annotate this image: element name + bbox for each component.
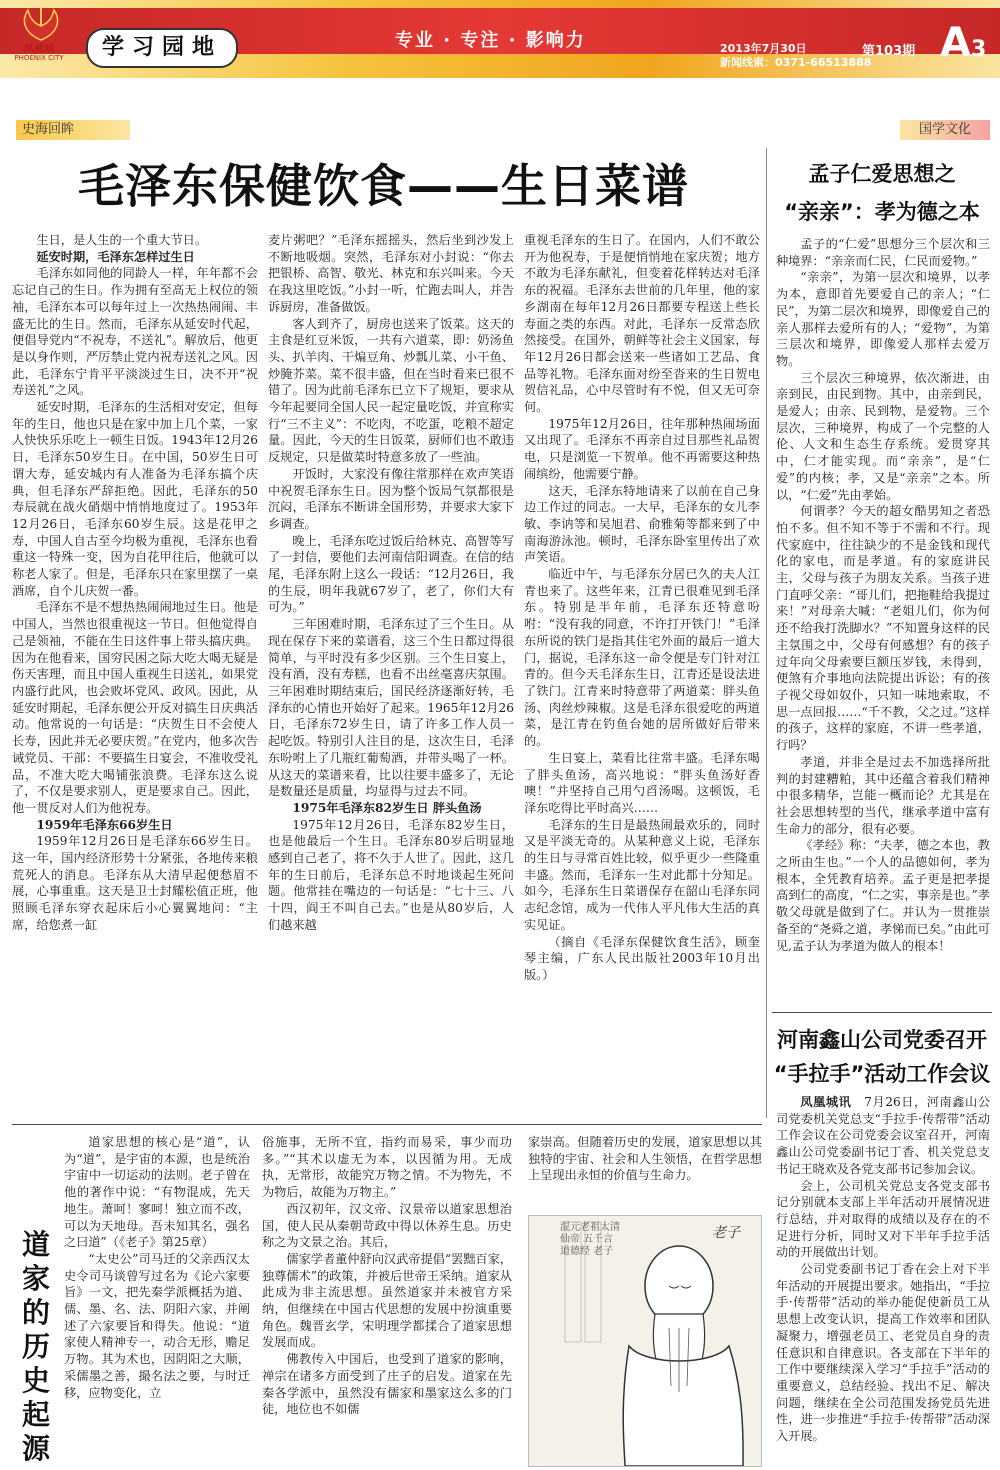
paragraph: “太史公”司马迁的父亲西汉太史令司马谈曾写过名为《论六家要旨》一文，把先秦学派概括为道、儒、墨、名、法、阴阳六家，并阐述了六家要旨和得失。他说：“道家使人精神专一，动合无形，赡足万物。其为术也，因阴阳之大顺，采儒墨之善，撮名法之要，与时迁移，应物变化，立	[64, 1251, 250, 1400]
subheading: 1959年毛泽东66岁生日	[36, 817, 173, 832]
main-article-column-2	[268, 232, 514, 934]
laozi-inscription: 混元老祖太清仙帝 五千言道德经 老子	[560, 1222, 620, 1257]
paragraph: 1975年12月26日，往年那种热闹场面又出现了。毛泽东不再亲自过目那些礼品贺电，只是浏览一下贺单。他不再需要这种热闹缤纷，他需要宁静。	[524, 416, 760, 481]
paragraph: 延安时期，毛泽东的生活相对安定，但每年的生日，他也只是在家中加上几个菜，一家人快快乐乐吃上一顿生日饭。1943年12月26日，毛泽东50岁生日。在中国，50岁生日可谓大寿，延安城内有人准备为毛泽东搞个庆典，但毛泽东严辞拒绝。因此，毛泽东的50寿辰就在战火硝烟中悄悄地度过了。1953年12月26日，毛泽东60岁生辰。这是花甲之寿，中国人自古至今均极为重视，毛泽东也看重这一特殊一变，因为自花甲往后，他就可以称老人家了。但是，毛泽东只在家里摆了一桌酒席，自个儿庆贺一番。	[12, 400, 258, 598]
logo-subtitle: PHOENIX CITY	[14, 54, 64, 62]
paragraph: 佛教传入中国后，也受到了道家的影响，禅宗在诸多方面受到了庄子的启发。道家在先秦各学派中，虽然没有儒家和墨家这么多的门徒，地位也不如儒	[262, 1352, 512, 1417]
main-article-column-1	[12, 232, 258, 934]
page-number	[940, 20, 986, 66]
paragraph: 重视毛泽东的生日了。在国内，人们不敢公开为他祝寿，于是便悄悄地在家庆贺；地方不敢为毛泽东献礼，但变着花样转达对毛泽东的祝福。毛泽东去世前的几年里，他的家乡湖南在每年12月26日都要专程送上些长寿面之类的东西。对此，毛泽东一反常态欣然接受。在国外，朝鲜等社会主义国家，每年12月26日都会送来一些诸如工艺品、食品等礼物。毛泽东面对纷至沓来的生日贺电贺信礼品，心中尽管时有不悦，但又无可奈何。	[524, 233, 760, 415]
paragraph: 三年困难时期，毛泽东过了三个生日。从现在保存下来的菜谱看，这三个生日都过得很简单，与平时没有多少区别。三个生日宴上，没有酒，没有寿糕，也看不出丝毫喜庆氛围。三年困难时期结束后，国民经济逐渐好转，毛泽东的心情也开始好了起来。1965年12月26日，毛泽东72岁生日，请了许多工作人员一起吃饭。特别引人注目的是，这次生日，毛泽东吩咐上了几瓶红葡萄酒，并带头喝了一杯。从这天的菜谱来看，比以往要丰盛多了，无论是数量还是质量，均显得与过去不同。	[268, 617, 514, 799]
column-tag-history: 史海回眸	[16, 120, 130, 140]
paragraph: 儒家学者董仲舒向汉武帝提倡“罢黜百家，独尊儒术”的政策，并被后世帝王采纳。道家从此成为非主流思想。虽然道家并未被官方采纳，但继续在中国古代思想的发展中扮演重要角色。魏晋玄学，宋明理学都揉合了道家思想发展而成。	[262, 1251, 512, 1350]
issue-number: 第103期	[862, 44, 916, 59]
daoism-column-3	[528, 1134, 762, 1184]
column-tag-culture: 国学文化	[900, 120, 990, 140]
firm-news-title-2: “手拉手”活动工作会议	[773, 1062, 991, 1086]
paragraph: 1959年12月26日是毛泽东66岁生日。这一年，国内经济形势十分紧张，各地传来粮荒死人的消息。毛泽东从大清早起便愁眉不展，心事重重。这天是卫士封耀松值正班，他照顾毛泽东穿衣起床后小心翼翼地问：“主席，给您煮一缸	[12, 834, 258, 932]
firm-news-body	[776, 1094, 990, 1445]
paragraph: （摘自《毛泽东保健饮食生活》，顾奎琴主编，广东人民出版社2003年10月出版。）	[524, 934, 760, 982]
paragraph: 毛泽东不是不想热热闹闹地过生日。他是中国人，当然也很重视这一节日。但他觉得自己是领袖，不能在生日这件事上带头搞庆典。因为在他看来，国穷民困之际大吃大喝无疑是伤天害理，而且中国人重视生日送礼，如果党内盛行此风，也会败坏党风、政风。因此，从延安时期起，毛泽东便公开反对搞生日庆典活动。他常说的一句话是：“庆贺生日不会使人长寿，因此并无必要庆贺。”在党内，他多次告诫党员、干部：不要搞生日宴会，不准收受礼品，不准大吃大喝铺张浪费。毛泽东这么说了，不仅是要求别人，更是要求自己。因此，他一贯反对人们为他祝寿。	[12, 600, 258, 815]
paragraph: “亲亲”，为第一层次和境界，以孝为本，意即首先要爱自己的亲人；“仁民”，为第二层次和境界，即像爱自己的亲人那样去爱所有的人；“爱物”，为第三层次和境界，即像爱人那样去爱万物。	[776, 270, 990, 368]
mencius-title-1: 孟子仁爱思想之	[808, 162, 956, 186]
daoism-title: 道 家 的 历 史 起 源	[21, 1228, 50, 1465]
paragraph: 晚上，毛泽东吃过饭后给林克、高智等写了一封信，要他们去河南信阳调查。在信的结尾，毛泽东附上这么一段话：“12月26日，我的生辰，明年我就67岁了，老了，你们大有可为。”	[268, 533, 514, 615]
bottom-section-divider	[12, 1124, 762, 1125]
paragraph: 临近中午，与毛泽东分居已久的夫人江青也来了。这些年来，江青已很难见到毛泽东。特别是半年前，毛泽东还特意吩咐：“没有我的同意，不许打开铁门！”毛泽东所说的铁门是指其住宅外面的最后一道大门，据说，毛泽东这一命令便是专门针对江青的。但今天毛泽东生日，江青还是设法进了铁门。江青来时特意带了两道菜：胖头鱼汤、肉丝炒辣椒。这是毛泽东很爱吃的两道菜，是江青在钓鱼台她的居所做好后带来的。	[524, 567, 760, 749]
paragraph: 这天，毛泽东特地请来了以前在自己身边工作过的同志。一大早，毛泽东的女儿李敏、李讷等和吴旭君、俞雅菊等都来到了中南海游泳池。顿时，毛泽东卧室里传出了欢声笑语。	[524, 483, 760, 565]
paragraph: 1975年12月26日，毛泽东82岁生日，也是他最后一个生日。毛泽东80岁后明显地感到自己老了，将不久于人世了。因此，这几年的生日前后，毛泽东总不时地谈起生死问题。他常挂在嘴边的一句话是：“七十三、八十四，阎王不叫自己去。”也是从80岁后，人们越来越	[268, 817, 514, 932]
paragraph-text: 7月26日，河南鑫山公司党委机关党总支“手拉手·传帮带”活动工作会议在公司党委会议室召开，河南鑫山公司党委副书记丁香、机关党总支书记王晓欢及各党支部书记参加会议。	[776, 1095, 991, 1176]
paragraph: 《孝经》称：“夫孝，德之本也，教之所由生也。”一个人的品德如何，孝为根本，全凭教育培养。孟子更是把孝提高到仁的高度，“仁之实，事亲是也。”孝敬父母就是做到了仁。并认为一贯推崇备至的“尧舜之道，孝悌而已矣。”由此可见,孟子认为孝道为做人的根本！	[776, 838, 990, 953]
paragraph: 家崇高。但随着历史的发展，道家思想以其独特的宇宙、社会和人生领悟，在哲学思想上呈现出永恒的价值与生命力。	[528, 1135, 762, 1183]
logo-text: 凤凰城	[24, 44, 54, 55]
column-divider	[766, 148, 767, 1118]
page-letter: A	[940, 20, 971, 66]
daoism-column-1	[64, 1134, 250, 1401]
section-divider	[772, 1012, 992, 1013]
slogan: 专业 · 专注 · 影响力	[395, 30, 586, 51]
paragraph: 开饭时，大家没有像往常那样在欢声笑语中祝贺毛泽东生日。因为整个饭局气氛都很是沉闷，毛泽东不断讲全国形势，并要求大家下乡调查。	[268, 466, 514, 531]
paragraph: 西汉初年，汉文帝、汉景帝以道家思想治国，使人民从秦朝苛政中得以休养生息。历史称之为文景之治。其后，	[262, 1201, 512, 1250]
paragraph: 俗施事，无所不宜，指约而易采，事少而功多。”“其术以虚无为本，以因循为用。无成执，无常形，故能究万物之情。不为物先，不为物后，故能为万物主。”	[262, 1135, 512, 1200]
paragraph: 毛泽东的生日是最热闹最欢乐的，同时又是平淡无奇的。从某种意义上说，毛泽东的生日与寻常百姓比较，似乎更少一些隆重丰盛。然而，毛泽东一生对此都十分知足。如今，毛泽东生日菜谱保存在韶山毛泽东同志纪念馆，成为一代伟人平凡伟大生活的真实见证。	[524, 817, 760, 932]
paragraph: 会上，公司机关党总支各党支部书记分别就本支部上半年活动开展情况进行总结，并对取得的成绩以及存在的不足进行分析，同时又对下半年手拉手活动的开展做出计划。	[776, 1178, 990, 1260]
paragraph: 三个层次三种境界，依次渐进，由亲到民，由民到物。其中，由亲到民，是爱人；由亲、民到物，是爱物。三个层次，三种境界，构成了一个完整的人伦、人文和生态生存系统。爱贯穿其中，仁才能实现。而“亲亲”，是“仁爱”的内核；孝，又是“亲亲”之本。所以，“仁爱”先由孝始。	[776, 370, 990, 502]
section-title: 学习园地	[86, 28, 238, 68]
paragraph: 客人到齐了，厨房也送来了饭菜。这天的主食是红豆米饭，一共有六道菜，即：奶汤鱼头、扒羊肉、干煸豆角、炒瓢儿菜、小干鱼、炒腌芥菜。菜不很丰盛，但在当时看来已很不错了。因为此前毛泽东已立下了规矩，要求从今年起要同全国人民一起定量吃饭，并宣称实行“三不主义”：不吃肉，不吃蛋，吃粮不超定量。因此，今天的生日饭菜，厨师们也不敢违反规定，只是做菜时特意多放了一些油。	[268, 316, 514, 465]
paragraph: 生日，是人生的一个重大节日。	[36, 233, 208, 247]
laozi-caption: 老子	[712, 1225, 740, 1241]
subheading: 延安时期，毛泽东怎样过生日	[36, 249, 195, 264]
firm-news-title-1: 河南鑫山公司党委召开	[777, 1028, 987, 1052]
paragraph: 孟子的“仁爱”思想分三个层次和三种境界：“亲亲而仁民，仁民而爱物。”	[776, 237, 990, 268]
main-article-title: 毛泽东保健饮食——生日菜谱	[78, 159, 689, 213]
paragraph: 生日宴上，菜看比往常丰盛。毛泽东喝了胖头鱼汤，高兴地说：“胖头鱼汤好香噢！”并坚持自己用勺舀汤喝。这顿饭，毛泽东吃得比平时高兴……	[524, 750, 760, 815]
paragraph: 道家思想的核心是“道”，认为“道”，是宇宙的本源，也是统治宇宙中一切运动的法则。老子曾在他的著作中说：“有物混成，先天地生。萧呵！寥呵！独立而不改，可以为天地母。吾未知其名，强名之曰道”（《老子》第25章）	[64, 1135, 250, 1250]
daoism-column-2	[262, 1134, 512, 1418]
issue-date: 2013年7月30日	[720, 42, 807, 55]
page-digit: 3	[970, 37, 987, 62]
subheading: 1975年毛泽东82岁生日 胖头鱼汤	[292, 800, 482, 815]
paragraph: 公司党委副书记丁香在会上对下半年活动的开展提出要求。她指出，“手拉手·传帮带”活动的举办能促使新员工从思想上改变认识，提高工作效率和团队凝聚力，增强老员工、老党员自身的责任意识和自律意识。各支部在下半年的工作中要继续深入学习“手拉手”活动的重要意义，总结经验、找出不足、解决问题，继续在全公司范围发扬党员先进性，进一步推进“手拉手·传帮带”活动深入开展。	[776, 1262, 990, 1444]
main-article-column-3	[524, 232, 760, 984]
mencius-title-2: “亲亲”：孝为德之本	[784, 200, 980, 224]
news-hotline: 新闻线索：0371-66513888	[720, 56, 872, 69]
lead-label: 凤凰城讯	[800, 1095, 865, 1109]
paragraph	[776, 1094, 990, 1178]
mencius-article-body	[776, 236, 990, 954]
paragraph: 毛泽东如同他的同龄人一样，年年都不会忘记自己的生日。作为拥有至高无上权位的领袖，毛泽东本可以每年过上一次热热闹闹、丰盛无比的生日。然而，毛泽东从延安时代起，便倡导党内“不祝寿，不送礼”。解放后，他更是以身作则，严厉禁止党内祝寿送礼之风。因此，毛泽东宁肯平平淡淡过生日，决不开“祝寿送礼”之风。	[12, 266, 258, 398]
paragraph: 何谓孝？今天的超女酷男知之者恐怕不多。但不知不等于不需和不行。现代家庭中，往往缺少的不是金钱和现代化的家电，而是孝道。有的家庭讲民主，父母与孩子为朋友关系。当孩子进门直呼父亲：“哥儿们，把拖鞋给我提过来！”对母亲大喊：“老姐儿们，你为何还不给我打洗脚水？”不知置身这样的民主氛围之中，父母有何感想？有的孩子过年向父母索要巨额压岁钱，未得到，便煞有介事地向法院提出诉讼；有的孩子视父母如奴仆，只知一味地索取，不思一点回报……“千不教，父之过。”这样的孩子，这样的家庭，不讲一些孝道，行吗？	[776, 504, 990, 753]
paragraph: 麦片粥吧？”毛泽东摇摇头，然后坐到沙发上不断地吸烟。突然，毛泽东对小封说：“你去把银桥、高智、敬光、林克和东兴叫来。今天在我这里吃饭。”小封一听，忙跑去叫人，并告诉厨房，准备做饭。	[268, 233, 514, 314]
paragraph: 孝道，并非全是过去不加选择所批判的封建糟粕，其中还蕴含着我们精神中很多精华，岂能一概而论？尤其是在社会思想转型的当代，继承孝道中富有生命力的部分，很有必要。	[776, 754, 990, 836]
